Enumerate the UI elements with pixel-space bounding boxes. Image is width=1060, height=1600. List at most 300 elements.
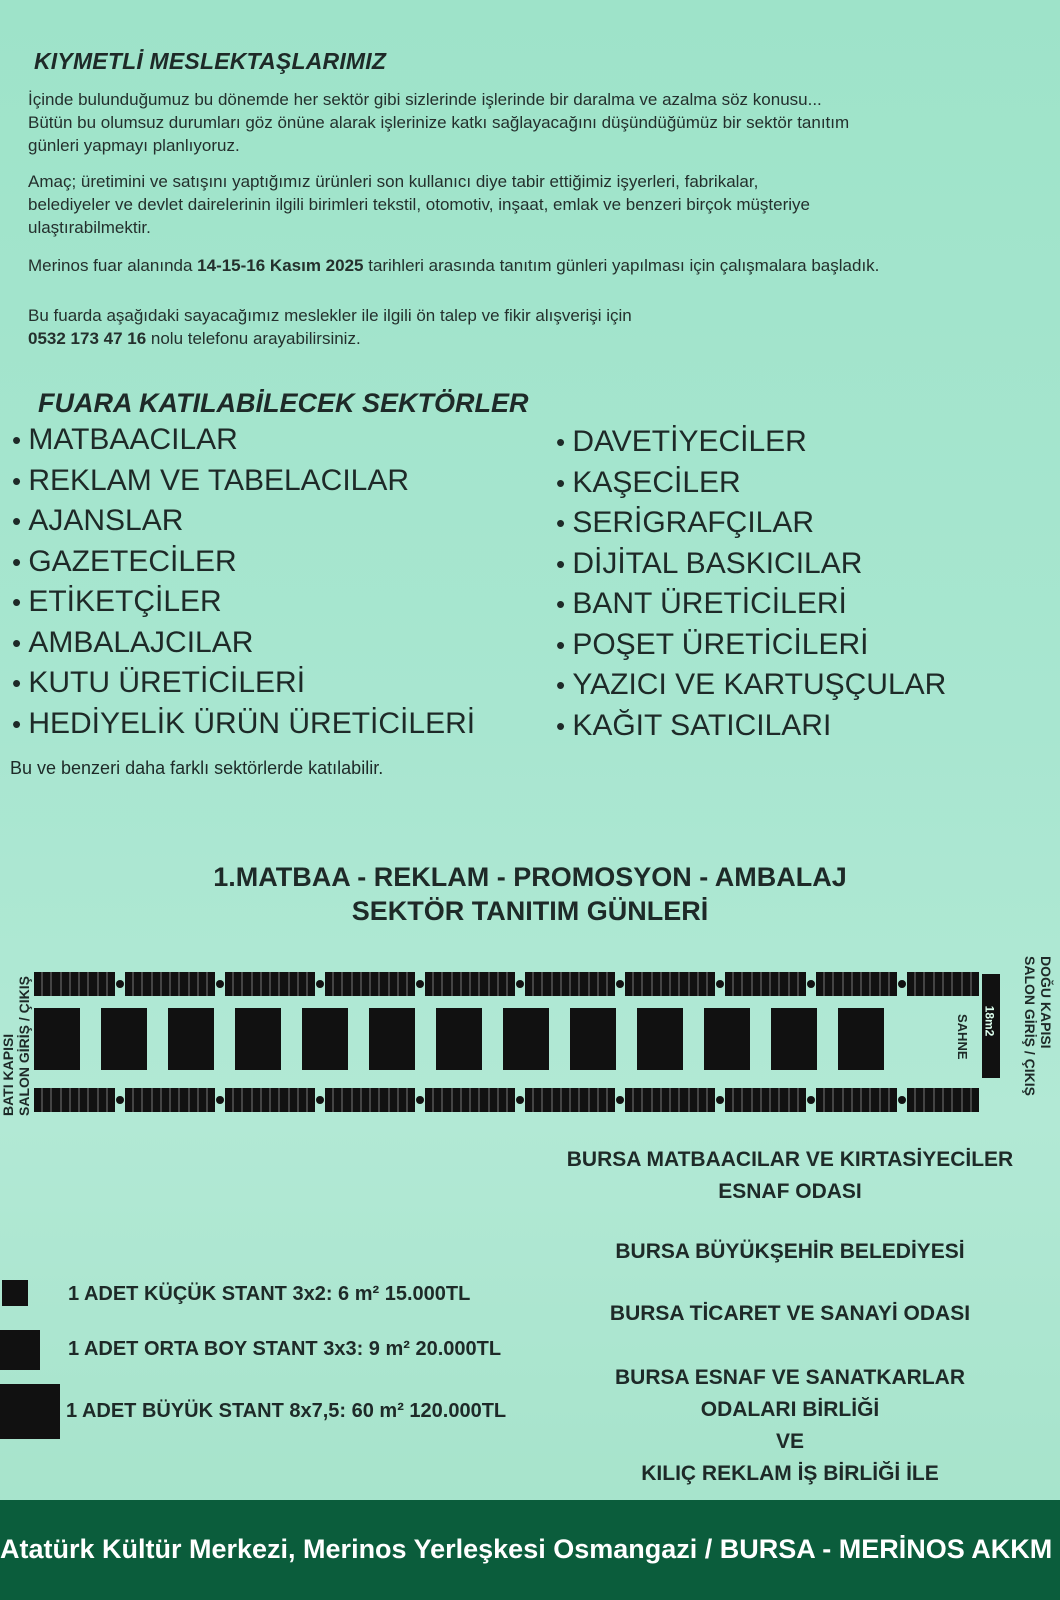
list-item: • AJANSLAR xyxy=(12,501,475,542)
intro-line: Bütün bu olumsuz durumları göz önüne alarak işlerinize katkı sağlayacağını düşündüğümüz bir sektör tanıtım xyxy=(28,113,850,132)
small-booth xyxy=(871,1088,880,1112)
intro-paragraph xyxy=(28,88,1028,157)
small-booth xyxy=(271,1088,280,1112)
small-booth xyxy=(743,1088,752,1112)
small-booth xyxy=(190,972,199,996)
small-booth xyxy=(844,972,853,996)
small-booth xyxy=(935,972,944,996)
small-booth xyxy=(499,1088,508,1112)
small-booth xyxy=(916,1088,925,1112)
pillar-marker xyxy=(216,980,224,988)
small-booth xyxy=(580,1088,589,1112)
small-booth xyxy=(443,972,452,996)
sectors-right-list xyxy=(556,422,946,746)
small-booth-group xyxy=(625,972,715,996)
small-booth xyxy=(225,1088,234,1112)
list-item: • DİJİTAL BASKICILAR xyxy=(556,544,946,585)
small-booth-group xyxy=(225,972,315,996)
small-booth xyxy=(453,1088,462,1112)
pillar-marker xyxy=(316,980,324,988)
pillar-marker xyxy=(416,980,424,988)
small-booth xyxy=(34,1088,43,1112)
small-booth xyxy=(890,972,897,996)
small-booth xyxy=(871,972,880,996)
small-booth xyxy=(490,972,499,996)
small-booth xyxy=(390,972,399,996)
small-booth xyxy=(643,1088,652,1112)
small-booth xyxy=(734,972,743,996)
small-booth xyxy=(699,1088,708,1112)
small-booth xyxy=(671,972,680,996)
small-booth xyxy=(825,972,834,996)
small-booth xyxy=(790,972,799,996)
small-booth xyxy=(353,972,362,996)
small-booth-group xyxy=(525,1088,615,1112)
aim-paragraph xyxy=(28,170,1028,239)
small-booth xyxy=(62,972,71,996)
small-booth xyxy=(43,1088,52,1112)
small-booth xyxy=(343,1088,352,1112)
large-booth xyxy=(34,1008,80,1070)
small-booth xyxy=(771,972,780,996)
pillar-marker xyxy=(216,1096,224,1104)
small-booth xyxy=(280,1088,289,1112)
pillar-marker xyxy=(316,1096,324,1104)
small-booth xyxy=(408,1088,415,1112)
small-booth xyxy=(399,1088,408,1112)
small-booth xyxy=(743,972,752,996)
small-booth xyxy=(290,972,299,996)
small-booth xyxy=(43,972,52,996)
aim-line: Amaç; üretimini ve satışını yaptığımız ürünleri son kullanıcı diye tabir ettiğimiz işyerleri, fabrikalar, xyxy=(28,172,759,191)
large-booth xyxy=(302,1008,348,1070)
pillar-marker xyxy=(716,980,724,988)
small-booth xyxy=(580,972,589,996)
small-booth xyxy=(571,972,580,996)
small-booth xyxy=(425,972,434,996)
list-item: • MATBAACILAR xyxy=(12,420,475,461)
small-booth-group xyxy=(907,1088,979,1112)
large-booth xyxy=(436,1008,482,1070)
booth-row-top xyxy=(34,972,979,996)
small-booth xyxy=(89,972,98,996)
stage-label: SAHNE xyxy=(955,1014,970,1060)
small-booth xyxy=(643,972,652,996)
small-booth xyxy=(390,1088,399,1112)
small-booth xyxy=(362,1088,371,1112)
list-item: • KAĞIT SATICILARI xyxy=(556,706,946,747)
small-booth-group xyxy=(325,1088,415,1112)
small-booth xyxy=(762,1088,771,1112)
small-booth xyxy=(662,1088,671,1112)
list-item: • GAZETECİLER xyxy=(12,542,475,583)
small-booth xyxy=(725,972,734,996)
small-booth xyxy=(343,972,352,996)
small-booth xyxy=(799,1088,806,1112)
small-booth xyxy=(907,972,916,996)
large-stand-swatch xyxy=(0,1384,60,1439)
small-booth xyxy=(862,1088,871,1112)
small-booth xyxy=(71,1088,80,1112)
list-item: • HEDİYELİK ÜRÜN ÜRETİCİLERİ xyxy=(12,704,475,745)
small-booth xyxy=(753,1088,762,1112)
small-booth xyxy=(925,972,934,996)
small-booth xyxy=(834,972,843,996)
small-booth xyxy=(825,1088,834,1112)
small-booth xyxy=(625,1088,634,1112)
small-booth xyxy=(434,972,443,996)
event-title-line-2: SEKTÖR TANITIM GÜNLERİ xyxy=(351,896,709,926)
small-booth xyxy=(780,972,789,996)
small-booth xyxy=(562,972,571,996)
small-booth xyxy=(253,1088,262,1112)
small-booth xyxy=(699,972,708,996)
large-booth xyxy=(570,1008,616,1070)
small-booth xyxy=(953,1088,962,1112)
small-booth xyxy=(608,1088,615,1112)
medium-stand-swatch xyxy=(0,1330,40,1370)
small-booth xyxy=(425,1088,434,1112)
small-booth xyxy=(653,972,662,996)
contact-line: Bu fuarda aşağıdaki sayacağımız meslekler ile ilgili ön talep ve fikir alışverişi için xyxy=(28,306,632,325)
list-item: • AMBALAJCILAR xyxy=(12,623,475,664)
small-booth xyxy=(243,1088,252,1112)
dates-prefix: Merinos fuar alanında xyxy=(28,256,198,275)
small-booth xyxy=(963,972,972,996)
small-booth xyxy=(99,1088,108,1112)
large-booth xyxy=(637,1008,683,1070)
small-booth xyxy=(171,972,180,996)
small-booth xyxy=(972,1088,979,1112)
small-booth xyxy=(680,1088,689,1112)
small-booth xyxy=(362,972,371,996)
west-door-label xyxy=(0,976,32,1116)
small-booth xyxy=(280,972,289,996)
small-booth xyxy=(881,972,890,996)
small-booth-group xyxy=(325,972,415,996)
organizer-1-line-1: BURSA MATBAACILAR VE KIRTASİYECİLER xyxy=(566,1148,1014,1171)
small-booth xyxy=(708,972,715,996)
small-booth xyxy=(534,1088,543,1112)
pillar-marker xyxy=(516,980,524,988)
small-booth xyxy=(253,972,262,996)
small-booth-group xyxy=(34,1088,115,1112)
small-booth-group xyxy=(816,972,897,996)
small-booth xyxy=(862,972,871,996)
small-booth xyxy=(762,972,771,996)
small-booth xyxy=(325,1088,334,1112)
list-item: • ETİKETÇİLER xyxy=(12,582,475,623)
pillar-marker xyxy=(807,980,815,988)
pillar-marker xyxy=(616,1096,624,1104)
aim-line: belediyeler ve devlet dairelerinin ilgili birimleri tekstil, otomotiv, inşaat, emlak ve benzeri birçok müşteriye xyxy=(28,195,810,214)
small-booth xyxy=(543,972,552,996)
small-booth xyxy=(234,972,243,996)
pillar-marker xyxy=(116,1096,124,1104)
small-booth xyxy=(462,1088,471,1112)
small-booth xyxy=(434,1088,443,1112)
booth-row-bottom xyxy=(34,1088,979,1112)
small-booth xyxy=(108,1088,115,1112)
small-stand-price: 1 ADET KÜÇÜK STANT 3x2: 6 m² 15.000TL xyxy=(68,1283,471,1305)
small-booth xyxy=(380,972,389,996)
footer-address: Atatürk Kültür Merkezi, Merinos Yerleşkesi Osmangazi / BURSA - MERİNOS AKKM xyxy=(0,1534,1053,1564)
small-booth xyxy=(816,972,825,996)
large-booth xyxy=(704,1008,750,1070)
small-booth xyxy=(125,1088,134,1112)
small-booth xyxy=(525,972,534,996)
small-booth xyxy=(180,1088,189,1112)
small-booth xyxy=(490,1088,499,1112)
dates-suffix: tarihleri arasında tanıtım günleri yapılması için çalışmalara başladık. xyxy=(363,256,880,275)
small-booth xyxy=(199,972,208,996)
small-booth xyxy=(334,972,343,996)
small-booth-group xyxy=(907,972,979,996)
small-booth xyxy=(143,972,152,996)
small-booth-group xyxy=(816,1088,897,1112)
small-booth xyxy=(208,972,215,996)
small-booth xyxy=(590,972,599,996)
small-booth-group xyxy=(425,972,515,996)
sectors-note: Bu ve benzeri daha farklı sektörlerde katılabilir. xyxy=(10,758,384,778)
small-booth xyxy=(462,972,471,996)
list-item: • SERİGRAFÇILAR xyxy=(556,503,946,544)
pillar-marker xyxy=(898,980,906,988)
small-booth xyxy=(262,1088,271,1112)
small-booth xyxy=(399,972,408,996)
small-booth-group xyxy=(425,1088,515,1112)
west-door-name: BATI KAPISI xyxy=(0,1033,17,1117)
small-booth xyxy=(525,1088,534,1112)
east-door-name: DOĞU KAPISI xyxy=(1038,955,1055,1049)
small-booth xyxy=(353,1088,362,1112)
organizer-4-line-3: VE xyxy=(775,1430,804,1453)
organizer-4 xyxy=(550,1362,1030,1490)
small-booth xyxy=(480,1088,489,1112)
small-booth xyxy=(634,972,643,996)
small-booth xyxy=(690,972,699,996)
small-booth xyxy=(508,972,515,996)
event-title xyxy=(0,860,1060,928)
small-booth xyxy=(907,1088,916,1112)
pillar-marker xyxy=(898,1096,906,1104)
small-booth xyxy=(190,1088,199,1112)
small-booth xyxy=(671,1088,680,1112)
organizer-1-line-2: ESNAF ODASI xyxy=(718,1180,862,1203)
small-booth xyxy=(243,972,252,996)
small-booth xyxy=(790,1088,799,1112)
small-booth xyxy=(935,1088,944,1112)
small-booth xyxy=(853,1088,862,1112)
small-booth xyxy=(553,1088,562,1112)
small-booth-group xyxy=(625,1088,715,1112)
small-booth-group xyxy=(725,1088,806,1112)
small-booth xyxy=(953,972,962,996)
small-booth xyxy=(780,1088,789,1112)
small-booth xyxy=(734,1088,743,1112)
list-item: • KAŞECİLER xyxy=(556,463,946,504)
pillar-marker xyxy=(616,980,624,988)
east-door-entrance: SALON GİRİŞ / ÇIKIŞ xyxy=(1022,955,1039,1097)
large-booth xyxy=(503,1008,549,1070)
small-booth xyxy=(271,972,280,996)
small-booth xyxy=(125,972,134,996)
small-booth xyxy=(299,972,308,996)
small-booth xyxy=(52,972,61,996)
small-booth xyxy=(62,1088,71,1112)
sectors-left-list xyxy=(12,420,475,744)
stage xyxy=(982,974,1000,1078)
small-booth xyxy=(134,1088,143,1112)
small-booth xyxy=(71,972,80,996)
small-booth xyxy=(972,972,979,996)
pillar-marker xyxy=(716,1096,724,1104)
list-item: • YAZICI VE KARTUŞÇULAR xyxy=(556,665,946,706)
small-booth xyxy=(308,972,315,996)
contact-paragraph xyxy=(28,304,1028,350)
small-booth xyxy=(325,972,334,996)
small-booth xyxy=(134,972,143,996)
large-booth xyxy=(168,1008,214,1070)
small-booth xyxy=(944,972,953,996)
east-door-label xyxy=(1022,956,1054,1096)
pillar-marker xyxy=(416,1096,424,1104)
small-booth xyxy=(308,1088,315,1112)
intro-line: İçinde bulunduğumuz bu dönemde her sektör gibi sizlerinde işlerinde bir daralma ve azalma söz konusu... xyxy=(28,90,822,109)
organizer-4-line-2: ODALARI BİRLİĞİ xyxy=(700,1398,880,1421)
small-booth xyxy=(80,972,89,996)
medium-stand-price: 1 ADET ORTA BOY STANT 3x3: 9 m² 20.000TL xyxy=(68,1338,502,1360)
small-booth xyxy=(143,1088,152,1112)
small-booth xyxy=(34,972,43,996)
aim-line: ulaştırabilmektir. xyxy=(28,218,151,237)
large-booth xyxy=(838,1008,884,1070)
small-booth xyxy=(499,972,508,996)
small-booth xyxy=(816,1088,825,1112)
sectors-title: FUARA KATILABİLECEK SEKTÖRLER xyxy=(38,388,529,418)
small-booth xyxy=(262,972,271,996)
organizer-1 xyxy=(550,1144,1030,1208)
small-booth xyxy=(725,1088,734,1112)
small-booth xyxy=(299,1088,308,1112)
small-booth xyxy=(408,972,415,996)
small-booth xyxy=(881,1088,890,1112)
small-booth xyxy=(834,1088,843,1112)
small-booth xyxy=(80,1088,89,1112)
small-booth xyxy=(153,972,162,996)
small-booth xyxy=(208,1088,215,1112)
large-booth xyxy=(101,1008,147,1070)
small-booth xyxy=(480,972,489,996)
small-booth xyxy=(334,1088,343,1112)
large-booth xyxy=(771,1008,817,1070)
intro-line: günleri yapmayı planlıyoruz. xyxy=(28,136,240,155)
small-booth xyxy=(471,1088,480,1112)
small-booth xyxy=(180,972,189,996)
small-booth xyxy=(508,1088,515,1112)
west-door-entrance: SALON GİRİŞ / ÇIKIŞ xyxy=(16,975,33,1117)
small-booth xyxy=(89,1088,98,1112)
small-booth-group xyxy=(525,972,615,996)
small-booth xyxy=(371,1088,380,1112)
small-booth xyxy=(453,972,462,996)
small-booth xyxy=(162,972,171,996)
small-booth xyxy=(662,972,671,996)
small-booth-group xyxy=(225,1088,315,1112)
small-booth-group xyxy=(125,972,215,996)
organizer-4-line-1: BURSA ESNAF VE SANATKARLAR xyxy=(614,1366,965,1389)
event-title-line-1: 1.MATBAA - REKLAM - PROMOSYON - AMBALAJ xyxy=(213,862,847,892)
small-booth xyxy=(590,1088,599,1112)
small-booth xyxy=(890,1088,897,1112)
page-heading: KIYMETLİ MESLEKTAŞLARIMIZ xyxy=(34,48,387,74)
small-booth xyxy=(234,1088,243,1112)
pillar-marker xyxy=(116,980,124,988)
small-booth xyxy=(599,972,608,996)
contact-suffix: nolu telefonu arayabilirsiniz. xyxy=(146,329,361,348)
small-booth xyxy=(171,1088,180,1112)
small-booth xyxy=(634,1088,643,1112)
large-booth xyxy=(235,1008,281,1070)
small-booth xyxy=(916,972,925,996)
small-booth xyxy=(553,972,562,996)
small-booth xyxy=(844,1088,853,1112)
small-booth xyxy=(771,1088,780,1112)
small-booth-group xyxy=(725,972,806,996)
small-booth xyxy=(925,1088,934,1112)
small-booth xyxy=(653,1088,662,1112)
small-booth xyxy=(108,972,115,996)
small-stand-swatch xyxy=(2,1280,28,1306)
large-booth xyxy=(369,1008,415,1070)
organizer-4-line-4: KILIÇ REKLAM İŞ BİRLİĞİ İLE xyxy=(641,1462,939,1485)
small-booth xyxy=(625,972,634,996)
list-item: • BANT ÜRETİCİLERİ xyxy=(556,584,946,625)
small-booth xyxy=(753,972,762,996)
pillar-marker xyxy=(807,1096,815,1104)
small-booth xyxy=(371,972,380,996)
small-booth xyxy=(199,1088,208,1112)
small-booth xyxy=(443,1088,452,1112)
small-booth xyxy=(380,1088,389,1112)
list-item: • POŞET ÜRETİCİLERİ xyxy=(556,625,946,666)
small-booth xyxy=(471,972,480,996)
small-booth xyxy=(680,972,689,996)
small-booth xyxy=(99,972,108,996)
small-booth-group xyxy=(125,1088,215,1112)
floor-plan xyxy=(34,972,997,1108)
small-booth xyxy=(562,1088,571,1112)
small-booth xyxy=(690,1088,699,1112)
dates-line xyxy=(28,254,1028,277)
small-booth-group xyxy=(34,972,115,996)
small-booth xyxy=(225,972,234,996)
pillar-marker xyxy=(516,1096,524,1104)
stage-size: 18m2 xyxy=(982,1005,997,1037)
small-booth xyxy=(153,1088,162,1112)
list-item: • KUTU ÜRETİCİLERİ xyxy=(12,663,475,704)
small-booth xyxy=(599,1088,608,1112)
small-booth xyxy=(534,972,543,996)
small-booth xyxy=(571,1088,580,1112)
phone-number: 0532 173 47 16 xyxy=(28,329,147,348)
small-booth xyxy=(708,1088,715,1112)
small-booth xyxy=(963,1088,972,1112)
small-booth xyxy=(799,972,806,996)
small-booth xyxy=(162,1088,171,1112)
large-stand-price: 1 ADET BÜYÜK STANT 8x7,5: 60 m² 120.000TL xyxy=(66,1400,507,1422)
small-booth xyxy=(290,1088,299,1112)
